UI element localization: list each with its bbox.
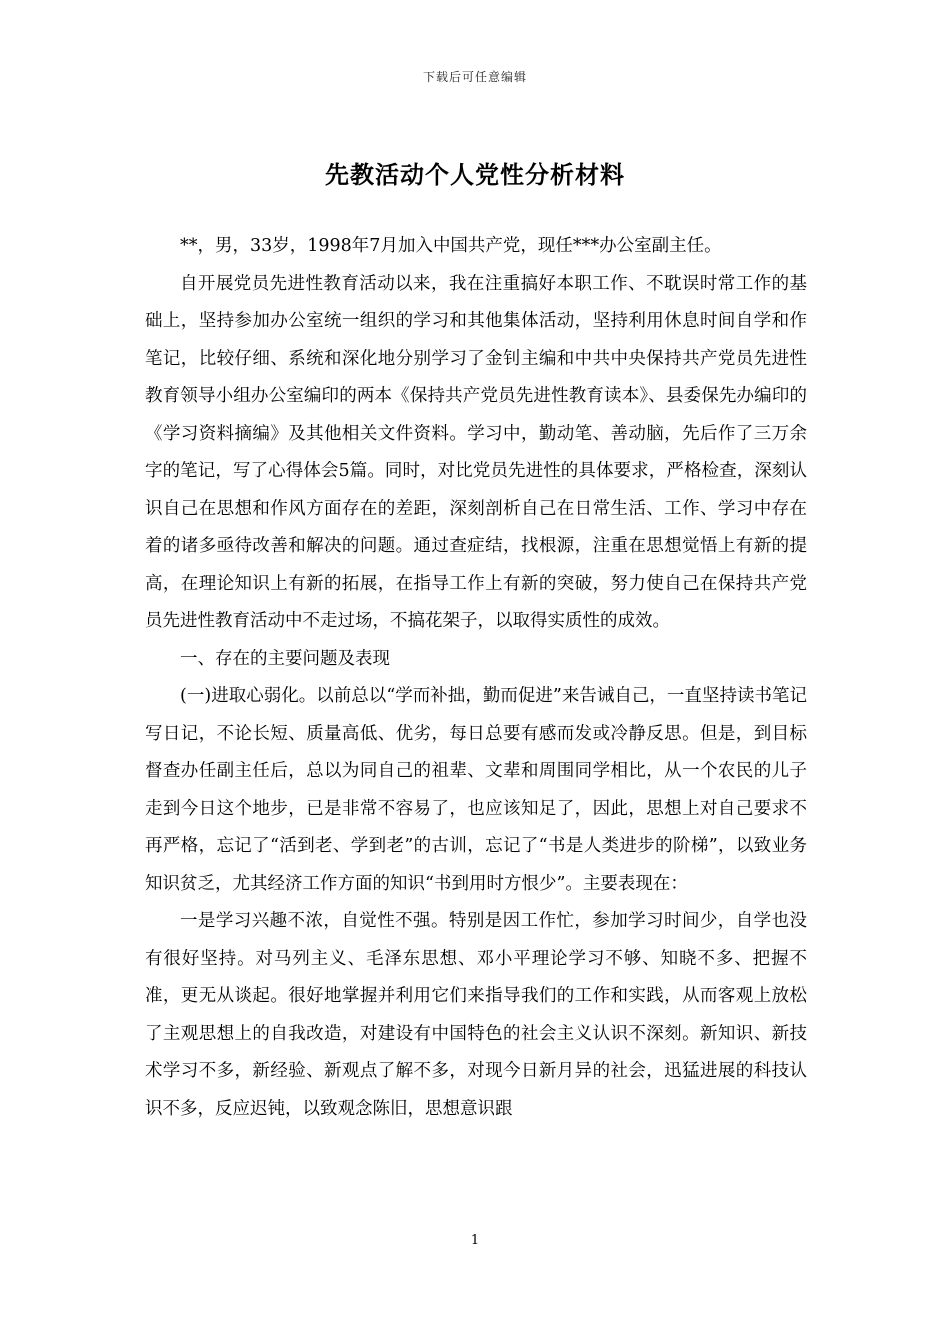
document-body bbox=[145, 228, 807, 1128]
paragraph-problem-1: (一)进取心弱化。以前总以“学而补拙，勤而促进”来告诫自己，一直坚持读书笔记写日记，不论长短、质量高低、优劣，每日总要有感而发或冷静反思。但是，到目标督查办任副主任后，总以为同自己的祖辈、文辈和周围同学相比，从一个农民的儿子走到今日这个地步，已是非常不容易了，也应该知足了，因此，思想上对自己要求不再严格，忘记了“活到老、学到老”的古训，忘记了“书是人类进步的阶梯”，以致业务知识贫乏，尤其经济工作方面的知识“书到用时方恨少”。主要表现在： bbox=[145, 686, 807, 894]
header-note: 下载后可任意编辑 bbox=[422, 70, 527, 84]
section-heading: 一、存在的主要问题及表现 bbox=[180, 648, 390, 669]
document-title: 先教活动个人党性分析材料 bbox=[325, 160, 625, 189]
paragraph-study: 自开展党员先进性教育活动以来，我在注重搞好本职工作、不耽误时常工作的基础上，坚持参加办公室统一组织的学习和其他集体活动，坚持利用休息时间自学和作笔记，比较仔细、系统和深化地分别学习了金钊主编和中共中央保持共产党员先进性教育领导小组办公室编印的两本《保持共产党员先进性教育读本》、县委保先办编印的《学习资料摘编》及其他相关文件资料。学习中，勤动笔、善动脑，先后作了三万余字的笔记，写了心得体会5篇。同时，对比党员先进性的具体要求，严格检查，深刻认识自己在思想和作风方面存在的差距，深刻剖析自己在日常生活、工作、学习中存在着的诸多亟待改善和解决的问题。通过查症结，找根源，注重在思想觉悟上有新的提高，在理论知识上有新的拓展，在指导工作上有新的突破，努力使自己在保持共产党员先进性教育活动中不走过场，不搞花架子，以取得实质性的成效。 bbox=[145, 273, 807, 631]
paragraph-problem-1-point-1: 一是学习兴趣不浓，自觉性不强。特别是因工作忙，参加学习时间少，自学也没有很好坚持。对马列主义、毛泽东思想、邓小平理论学习不够、知晓不多、把握不准，更无从谈起。很好地掌握并利用它们来指导我们的工作和实践，从而客观上放松了主观思想上的自我改造，对建设有中国特色的社会主义认识不深刻。新知识、新技术学习不多，新经验、新观点了解不多，对现今日新月异的社会，迅猛进展的科技认识不多，反应迟钝，以致观念陈旧，思想意识跟 bbox=[145, 911, 807, 1119]
page-number: 1 bbox=[470, 1233, 480, 1248]
paragraph-intro: **，男，33岁，1998年7月加入中国共产党，现任***办公室副主任。 bbox=[180, 236, 722, 256]
